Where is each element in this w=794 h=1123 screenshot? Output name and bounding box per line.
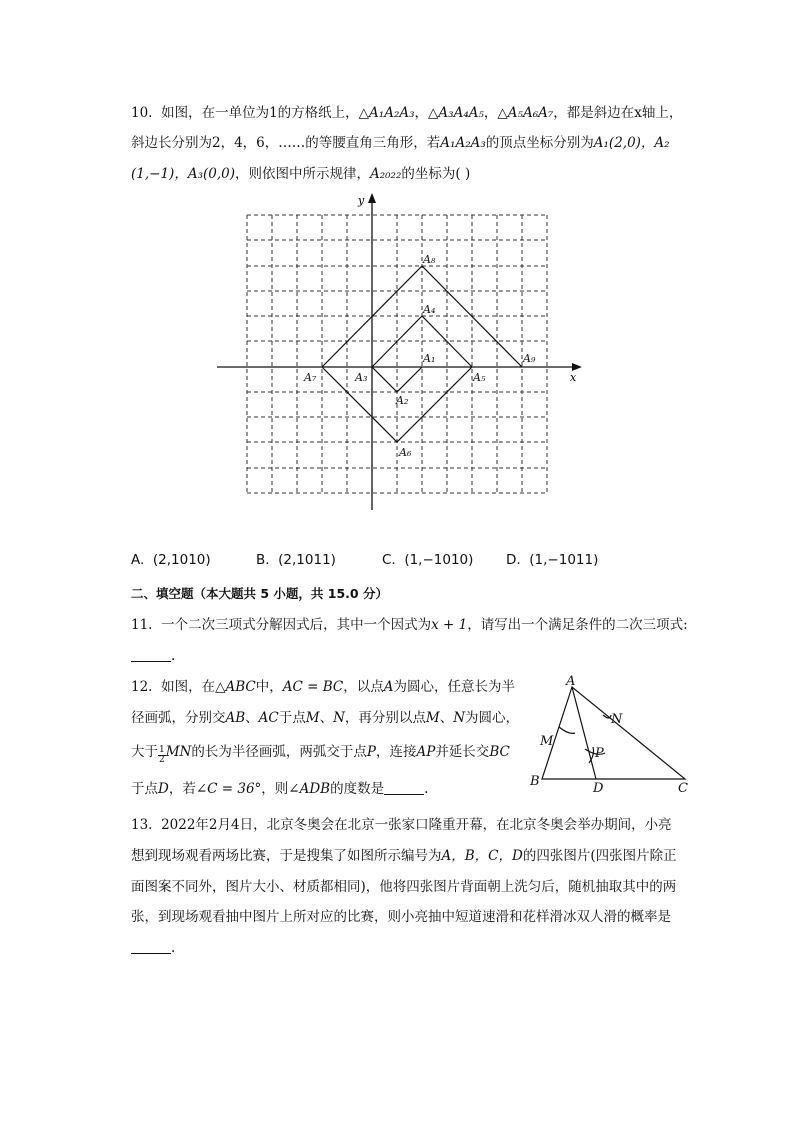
q12-text: 的度数是 (330, 781, 385, 797)
q13-line-4 (131, 907, 671, 927)
q10-text: ，则依图中所示规律， (234, 166, 370, 182)
q12-equation: AC = BC (282, 679, 344, 695)
q12-text: 、 (439, 710, 454, 726)
q10-triangle-1: △A₁A₂A₃ (358, 105, 415, 121)
q13-line-2 (131, 846, 677, 866)
q12-segment: BC (489, 744, 510, 760)
q12-line-1 (131, 677, 515, 697)
q11-number: 11. (131, 617, 153, 633)
q12-point: M (425, 710, 440, 726)
q12-text: 的长为半径画弧，两弧交于点 (191, 744, 367, 760)
q10-target-point: A₂₀₂₂ (369, 166, 402, 182)
q13-text: 张，到现场观看抽中图片上所对应的比赛，则小亮抽中短道速滑和花样滑冰双人滑的概率是 (131, 909, 671, 925)
q10-coords: A₁(2,0)，A₂ (593, 135, 670, 151)
q11-text: ，请写出一个满足条件的二次三项式: (467, 617, 688, 633)
q10-line-1: 10. 如图，在一单位为1的方格纸上，△A₁A₂A₃，△A₃A₄A₅，△A₅A₆A₇，都是斜边在x轴上， (131, 105, 683, 121)
fraction-numerator: 1 (159, 745, 165, 755)
q11-period: . (171, 648, 176, 664)
q12-text: 、 (319, 710, 334, 726)
label-a1: A₁ (423, 352, 436, 365)
q10-option-a[interactable] (131, 552, 211, 568)
q11-line-2 (131, 646, 175, 666)
label-m: M (540, 734, 554, 749)
q12-point: N (453, 710, 466, 726)
q12-line-4 (131, 779, 428, 799)
q10-text: ，都是斜边在x轴上， (553, 105, 683, 121)
label-d: D (593, 781, 604, 796)
q12-triangle: △ABC (215, 679, 256, 695)
q13-text: 的四张图片(四张图片除正 (522, 848, 677, 864)
q12-point: N (333, 710, 345, 726)
q13-period: . (171, 940, 176, 956)
label-a7: A₇ (304, 371, 317, 384)
q12-segment: AC (258, 710, 279, 726)
q12-point: D (158, 781, 169, 797)
q12-answer-blank[interactable] (384, 780, 424, 795)
q10-grid-figure (212, 190, 592, 515)
q12-text: 于点 (278, 710, 306, 726)
q10-triangle-ref: A₁A₂A₃ (440, 135, 486, 151)
q12-text: 为圆心，任意长为半 (393, 679, 515, 695)
q12-text: ，则 (261, 781, 289, 797)
q10-line-2 (131, 133, 670, 153)
label-a: A (566, 675, 576, 689)
x-axis-label: x (570, 371, 577, 384)
q10-line-3 (131, 164, 470, 184)
q11-text: 一个二次三项式分解因式后，其中一个因式为 (161, 617, 432, 633)
q10-text: 的坐标为( ) (401, 166, 471, 182)
label-a5: A₅ (473, 371, 486, 384)
q10-option-c[interactable] (382, 552, 473, 568)
q12-text: 为圆心， (465, 710, 520, 726)
label-p: P (595, 746, 604, 761)
y-axis-label: y (358, 194, 365, 207)
q11-factor: x + 1 (431, 617, 468, 633)
option-letter: A. (131, 552, 145, 568)
option-letter: B. (256, 552, 270, 568)
q12-triangle-figure (525, 675, 700, 800)
grid-lines (247, 215, 547, 493)
label-a6: A₆ (399, 446, 412, 459)
x-axis-arrow (572, 363, 582, 371)
option-value: (1,−1010) (404, 552, 474, 568)
q10-number: 10. (131, 105, 153, 121)
q13-line-1 (131, 815, 672, 835)
q12-segment: MN (165, 744, 192, 760)
q12-number: 12. (131, 679, 153, 695)
q12-point: A (383, 679, 394, 695)
q13-answer-blank[interactable] (131, 939, 171, 954)
q10-text: 的顶点坐标分别为 (485, 135, 594, 151)
q13-text: 2022年2月4日，北京冬奥会在北京一张家口隆重开幕，在北京冬奥会举办期间，小亮 (161, 817, 672, 833)
q13-number: 13. (131, 817, 153, 833)
fraction-denominator: 2 (159, 755, 165, 765)
q12-text: ，以点 (343, 679, 384, 695)
q12-text: ，连接 (375, 744, 417, 760)
q12-segment: AP (416, 744, 436, 760)
q12-text: 、 (245, 710, 259, 726)
q12-text: ，若 (168, 781, 196, 797)
label-a3: A₃ (355, 371, 368, 384)
q12-text: ，再分别以点 (344, 710, 426, 726)
q11-answer-blank[interactable] (131, 647, 171, 662)
q12-fraction (158, 746, 166, 765)
q12-line-2 (131, 708, 519, 728)
arc-m (559, 727, 575, 733)
q10-option-d[interactable] (506, 552, 598, 568)
q10-triangle-2: △A₃A₄A₅ (428, 105, 484, 121)
q12-text: 于点 (131, 781, 158, 797)
q12-point: P (366, 744, 376, 760)
option-letter: C. (382, 552, 396, 568)
q12-line-3 (131, 742, 510, 765)
q13-line-5 (131, 938, 175, 958)
label-c: C (678, 781, 688, 796)
q12-text: 中， (255, 679, 283, 695)
q12-angle: ∠ADB (288, 781, 331, 797)
q13-text: 面图案不同外，图片大小、材质都相同)，他将四张图片背面朝上洗匀后，随机抽取其中的两 (131, 879, 677, 895)
option-value: (1,−1011) (529, 552, 599, 568)
label-b: B (530, 774, 540, 789)
q12-period: . (424, 781, 429, 797)
q10-coords: (1,−1)，A₃(0,0) (131, 166, 235, 182)
triangle-abc (542, 687, 685, 779)
section-heading: 二、填空题（本大题共 5 小题，共 15.0 分） (131, 586, 388, 601)
option-letter: D. (506, 552, 521, 568)
q10-option-b[interactable] (256, 552, 336, 568)
q11-line-1 (131, 615, 688, 635)
q12-point: M (305, 710, 320, 726)
label-a4: A₄ (423, 303, 436, 316)
label-n: N (611, 712, 623, 727)
q10-text: 斜边长分别为2，4，6，……的等腰直角三角形，若 (131, 135, 441, 151)
q13-text: 想到现场观看两场比赛，于是搜集了如图所示编号为 (131, 848, 442, 864)
q12-angle: ∠C = 36° (195, 781, 262, 797)
q13-line-3 (131, 877, 676, 897)
q12-text: 如图，在 (161, 679, 216, 695)
q13-letters: A，B，C，D (441, 848, 523, 864)
q12-segment: AB (225, 710, 246, 726)
q10-text: 如图，在一单位为1的方格纸上， (161, 105, 359, 121)
label-a8: A₈ (423, 253, 436, 266)
option-value: (2,1011) (278, 552, 336, 568)
segment-ad (572, 687, 596, 779)
y-axis-arrow (368, 193, 376, 203)
q12-text: 径画弧，分别交 (131, 710, 226, 726)
q12-text: 并延长交 (435, 744, 490, 760)
label-a2: A₂ (396, 394, 409, 407)
q12-text: 大于 (131, 744, 158, 760)
label-a9: A₉ (523, 352, 536, 365)
q10-triangle-3: △A₅A₆A₇ (497, 105, 554, 121)
option-value: (2,1010) (152, 552, 211, 568)
